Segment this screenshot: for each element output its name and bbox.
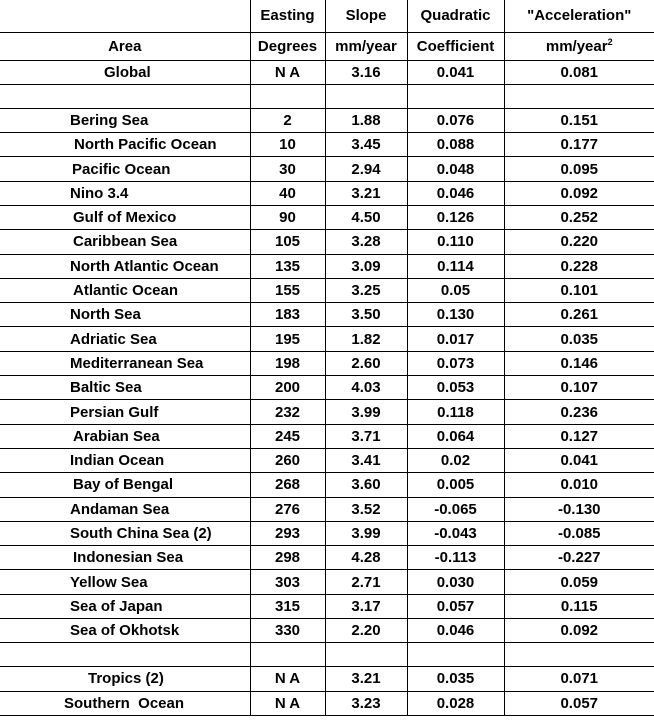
area-cell: South China Sea (2) [0, 521, 250, 545]
slope-cell: 3.99 [325, 521, 407, 545]
area-cell: Bering Sea [0, 108, 250, 132]
empty-cell [0, 643, 250, 667]
easting-cell: 10 [250, 133, 325, 157]
easting-cell: 155 [250, 278, 325, 302]
quadratic-cell: 0.005 [407, 473, 504, 497]
table-row [0, 230, 654, 254]
area-cell: Caribbean Sea [0, 230, 250, 254]
table-row [0, 400, 654, 424]
table-row [0, 473, 654, 497]
acceleration-cell: 0.252 [504, 205, 654, 229]
area-cell: Gulf of Mexico [0, 205, 250, 229]
acceleration-cell: -0.227 [504, 546, 654, 570]
table-row [0, 448, 654, 472]
quadratic-cell: -0.065 [407, 497, 504, 521]
slope-cell: 3.45 [325, 133, 407, 157]
quadratic-cell: -0.113 [407, 546, 504, 570]
acceleration-cell: 0.010 [504, 473, 654, 497]
quadratic-cell: 0.046 [407, 181, 504, 205]
slope-cell: 3.99 [325, 400, 407, 424]
header-cell: Degrees [250, 32, 325, 60]
slope-cell: 3.50 [325, 303, 407, 327]
acceleration-cell: 0.071 [504, 667, 654, 691]
empty-cell [325, 84, 407, 108]
acceleration-cell: 0.041 [504, 448, 654, 472]
acceleration-cell: 0.261 [504, 303, 654, 327]
quadratic-cell: -0.043 [407, 521, 504, 545]
area-cell: Tropics (2) [0, 667, 250, 691]
quadratic-cell: 0.046 [407, 619, 504, 643]
header-cell [0, 0, 250, 32]
table-row [0, 619, 654, 643]
slope-cell: 3.23 [325, 691, 407, 715]
easting-cell: 232 [250, 400, 325, 424]
easting-cell: 315 [250, 594, 325, 618]
area-cell: Indian Ocean [0, 448, 250, 472]
table-row [0, 303, 654, 327]
area-cell: Yellow Sea [0, 570, 250, 594]
table-row [0, 667, 654, 691]
quadratic-cell: 0.030 [407, 570, 504, 594]
slope-cell: 2.71 [325, 570, 407, 594]
slope-cell: 3.25 [325, 278, 407, 302]
acceleration-cell: 0.035 [504, 327, 654, 351]
acceleration-cell: 0.127 [504, 424, 654, 448]
slope-cell: 3.60 [325, 473, 407, 497]
area-cell: North Sea [0, 303, 250, 327]
table-row [0, 570, 654, 594]
area-cell: Adriatic Sea [0, 327, 250, 351]
easting-cell: 135 [250, 254, 325, 278]
acceleration-cell: -0.085 [504, 521, 654, 545]
slope-cell: 3.17 [325, 594, 407, 618]
easting-cell: 298 [250, 546, 325, 570]
quadratic-cell: 0.076 [407, 108, 504, 132]
acceleration-cell: 0.092 [504, 181, 654, 205]
table-row [0, 351, 654, 375]
table-row [0, 133, 654, 157]
quadratic-cell: 0.017 [407, 327, 504, 351]
slope-cell: 3.71 [325, 424, 407, 448]
acceleration-cell: 0.177 [504, 133, 654, 157]
table-row [0, 497, 654, 521]
area-cell: Atlantic Ocean [0, 278, 250, 302]
easting-cell: 105 [250, 230, 325, 254]
table-row [0, 424, 654, 448]
slope-cell: 3.21 [325, 667, 407, 691]
header-cell: Coefficient [407, 32, 504, 60]
acceleration-cell: 0.081 [504, 60, 654, 84]
table-row [0, 594, 654, 618]
easting-cell: 268 [250, 473, 325, 497]
table-row [0, 521, 654, 545]
header-cell: Area [0, 32, 250, 60]
easting-cell: 90 [250, 205, 325, 229]
global-row [0, 60, 654, 84]
empty-cell [250, 643, 325, 667]
slope-cell: 2.20 [325, 619, 407, 643]
empty-cell [407, 643, 504, 667]
easting-cell: 195 [250, 327, 325, 351]
quadratic-cell: 0.041 [407, 60, 504, 84]
quadratic-cell: 0.053 [407, 376, 504, 400]
acceleration-cell: 0.057 [504, 691, 654, 715]
area-cell: Mediterranean Sea [0, 351, 250, 375]
area-cell: Sea of Japan [0, 594, 250, 618]
spacer-row [0, 84, 654, 108]
easting-cell: N A [250, 60, 325, 84]
acceleration-cell: 0.115 [504, 594, 654, 618]
empty-cell [504, 84, 654, 108]
quadratic-cell: 0.057 [407, 594, 504, 618]
table-row [0, 278, 654, 302]
slope-cell: 3.16 [325, 60, 407, 84]
empty-cell [407, 84, 504, 108]
area-cell: Global [0, 60, 250, 84]
quadratic-cell: 0.088 [407, 133, 504, 157]
header-cell: Easting [250, 0, 325, 32]
area-cell: North Atlantic Ocean [0, 254, 250, 278]
table-row [0, 546, 654, 570]
area-cell: Persian Gulf [0, 400, 250, 424]
easting-cell: 30 [250, 157, 325, 181]
area-cell: Nino 3.4 [0, 181, 250, 205]
easting-cell: 260 [250, 448, 325, 472]
easting-cell: N A [250, 691, 325, 715]
quadratic-cell: 0.064 [407, 424, 504, 448]
quadratic-cell: 0.048 [407, 157, 504, 181]
area-cell: Pacific Ocean [0, 157, 250, 181]
acceleration-cell: 0.228 [504, 254, 654, 278]
header-cell: Slope [325, 0, 407, 32]
table-row [0, 254, 654, 278]
spacer-row [0, 643, 654, 667]
slope-cell: 2.94 [325, 157, 407, 181]
table-row [0, 205, 654, 229]
slope-cell: 1.88 [325, 108, 407, 132]
area-cell: North Pacific Ocean [0, 133, 250, 157]
easting-cell: N A [250, 667, 325, 691]
unit-superscript: 2 [607, 36, 613, 47]
easting-cell: 245 [250, 424, 325, 448]
slope-cell: 2.60 [325, 351, 407, 375]
acceleration-cell: 0.220 [504, 230, 654, 254]
area-cell: Southern Ocean [0, 691, 250, 715]
easting-cell: 2 [250, 108, 325, 132]
easting-cell: 303 [250, 570, 325, 594]
area-cell: Bay of Bengal [0, 473, 250, 497]
easting-cell: 276 [250, 497, 325, 521]
acceleration-cell: -0.130 [504, 497, 654, 521]
quadratic-cell: 0.130 [407, 303, 504, 327]
empty-cell [250, 84, 325, 108]
area-cell: Baltic Sea [0, 376, 250, 400]
acceleration-cell: 0.101 [504, 278, 654, 302]
quadratic-cell: 0.035 [407, 667, 504, 691]
quadratic-cell: 0.110 [407, 230, 504, 254]
acceleration-cell: 0.151 [504, 108, 654, 132]
acceleration-cell: 0.092 [504, 619, 654, 643]
table-row [0, 108, 654, 132]
area-cell: Arabian Sea [0, 424, 250, 448]
slope-cell: 3.21 [325, 181, 407, 205]
easting-cell: 330 [250, 619, 325, 643]
quadratic-cell: 0.02 [407, 448, 504, 472]
header-row-2 [0, 32, 654, 60]
slope-cell: 3.41 [325, 448, 407, 472]
table-row [0, 691, 654, 715]
acceleration-cell: 0.059 [504, 570, 654, 594]
header-row-1 [0, 0, 654, 32]
accel-unit: mm/year [545, 37, 608, 55]
quadratic-cell: 0.028 [407, 691, 504, 715]
acceleration-cell: 0.236 [504, 400, 654, 424]
quadratic-cell: 0.05 [407, 278, 504, 302]
acceleration-cell: 0.095 [504, 157, 654, 181]
empty-cell [325, 643, 407, 667]
easting-cell: 183 [250, 303, 325, 327]
acceleration-cell: 0.107 [504, 376, 654, 400]
slope-cell: 3.52 [325, 497, 407, 521]
quadratic-cell: 0.126 [407, 205, 504, 229]
easting-cell: 200 [250, 376, 325, 400]
empty-cell [504, 643, 654, 667]
empty-cell [0, 84, 250, 108]
slope-cell: 4.28 [325, 546, 407, 570]
slope-cell: 3.28 [325, 230, 407, 254]
slope-cell: 4.03 [325, 376, 407, 400]
table-row [0, 157, 654, 181]
header-cell: "Acceleration" [504, 0, 654, 32]
header-cell: mm/year [325, 32, 407, 60]
area-cell: Indonesian Sea [0, 546, 250, 570]
slope-cell: 3.09 [325, 254, 407, 278]
slope-cell: 1.82 [325, 327, 407, 351]
easting-cell: 198 [250, 351, 325, 375]
table-row [0, 327, 654, 351]
area-cell: Andaman Sea [0, 497, 250, 521]
area-cell: Sea of Okhotsk [0, 619, 250, 643]
quadratic-cell: 0.114 [407, 254, 504, 278]
easting-cell: 293 [250, 521, 325, 545]
slope-cell: 4.50 [325, 205, 407, 229]
header-cell [504, 32, 654, 60]
acceleration-cell: 0.146 [504, 351, 654, 375]
easting-cell: 40 [250, 181, 325, 205]
quadratic-cell: 0.118 [407, 400, 504, 424]
quadratic-cell: 0.073 [407, 351, 504, 375]
table-row [0, 181, 654, 205]
table-row [0, 376, 654, 400]
header-cell: Quadratic [407, 0, 504, 32]
